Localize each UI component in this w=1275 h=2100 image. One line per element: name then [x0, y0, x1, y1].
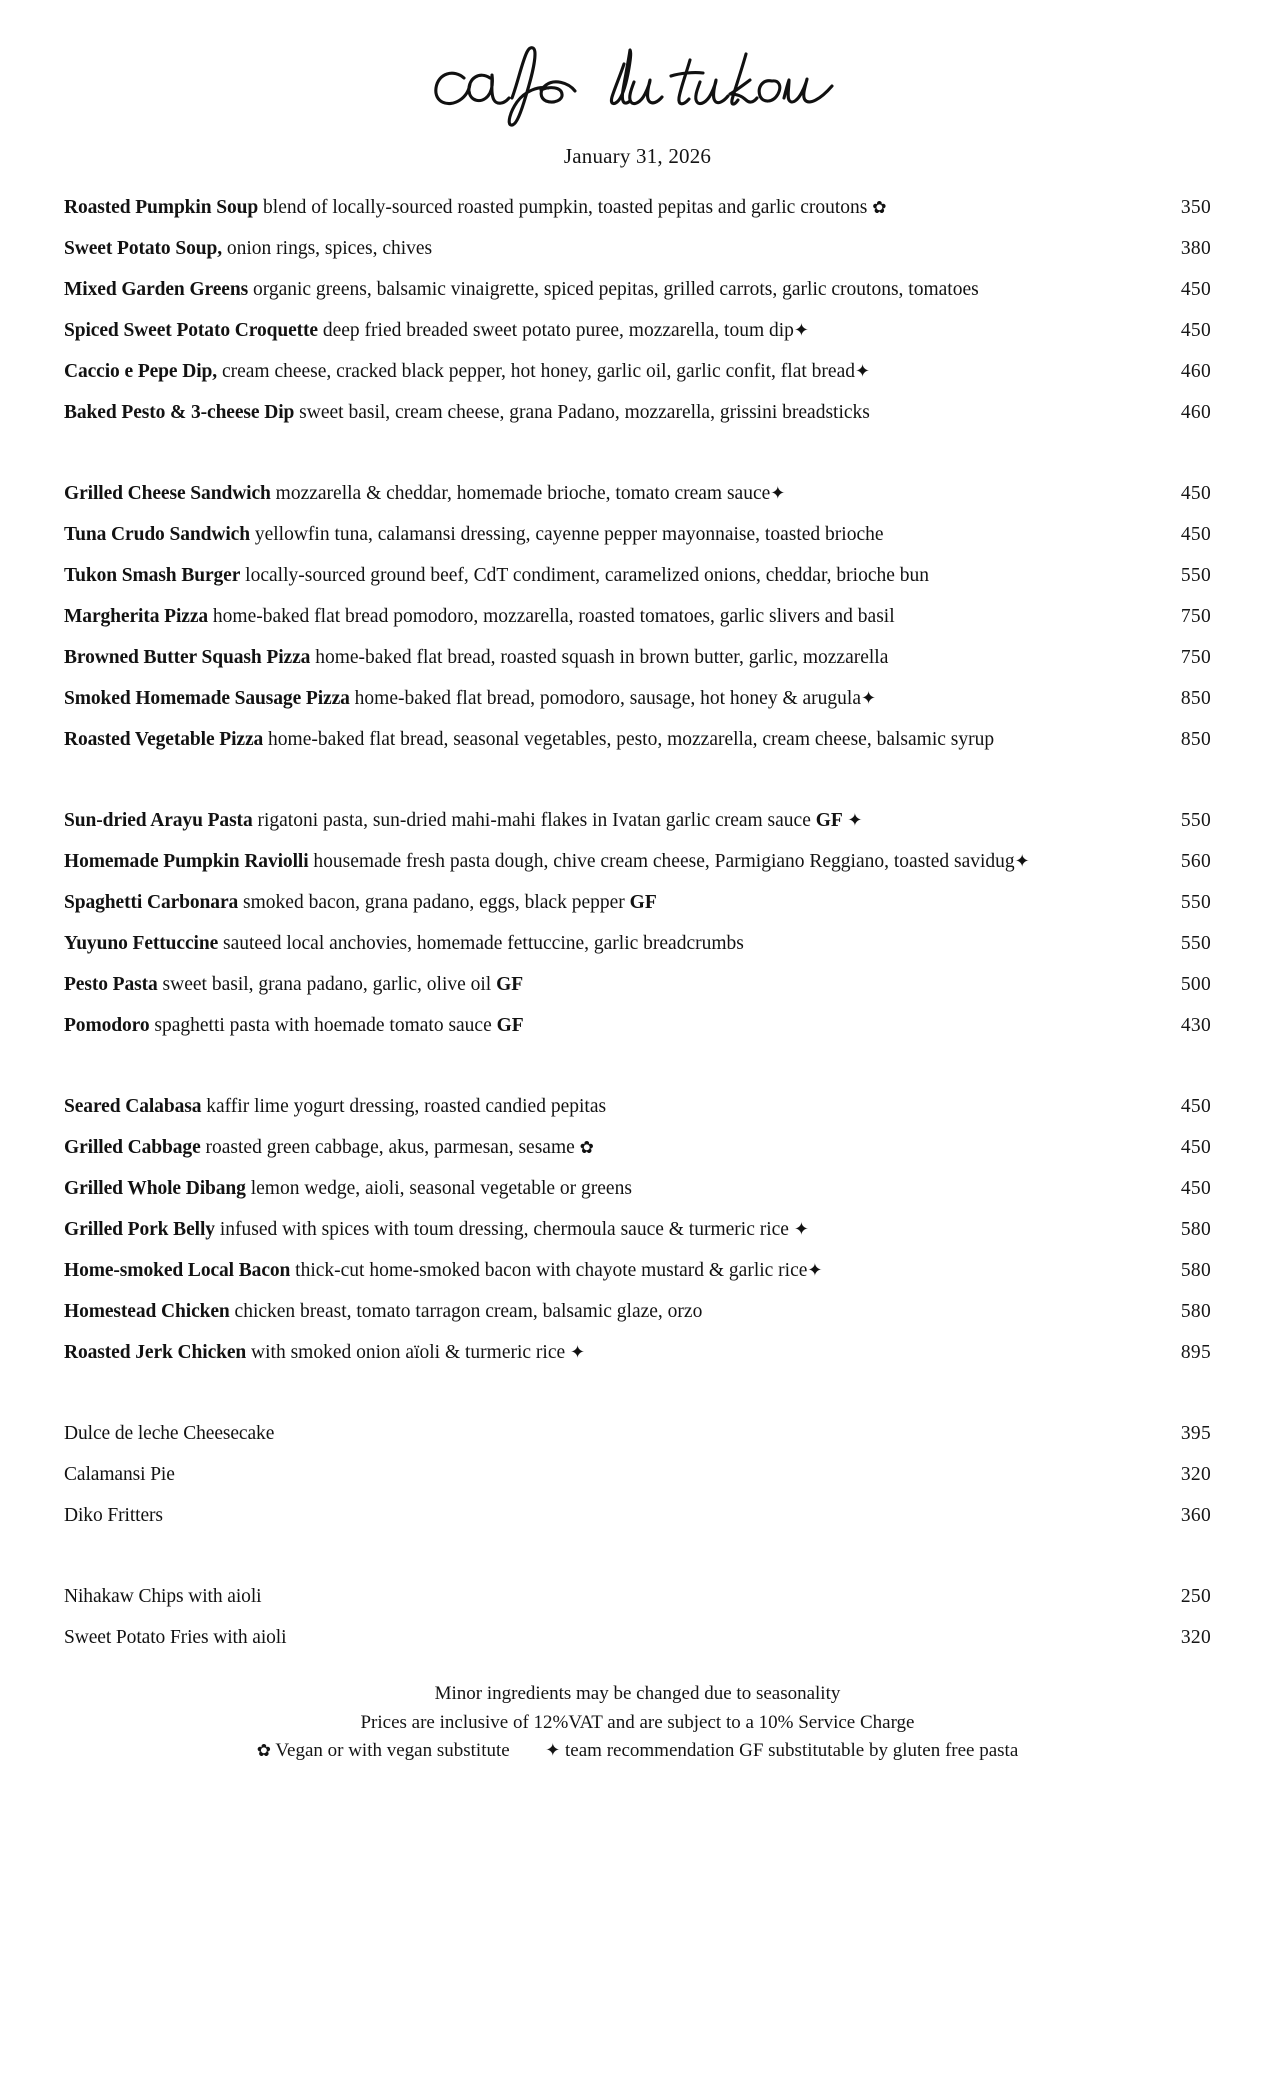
menu-item-row [64, 351, 1211, 392]
menu-item-name: Yuyuno Fettuccine [64, 933, 219, 954]
menu-item-price: 580 [1180, 1260, 1211, 1281]
vegan-flower-icon: ✿ [256, 1741, 271, 1760]
menu-item-text [64, 319, 1141, 342]
section-divider-space [64, 1046, 1211, 1086]
menu-item-price: 550 [1180, 933, 1211, 954]
menu-item-text [64, 973, 1141, 996]
menu-item-price: 550 [1180, 892, 1211, 913]
menu-item-price: 320 [1180, 1627, 1211, 1648]
menu-item-row [64, 1495, 1211, 1536]
menu-item-text [64, 1341, 1141, 1364]
menu-item-description: organic greens, balsamic vinaigrette, spiced pepitas, grilled carrots, garlic croutons, tomatoes [248, 279, 979, 300]
menu-item-price: 550 [1180, 565, 1211, 586]
menu-item-name: Grilled Cheese Sandwich [64, 483, 271, 504]
section-divider-space [64, 1536, 1211, 1576]
recommendation-star-icon: ✦ [793, 320, 810, 340]
menu-item-description: housemade fresh pasta dough, chive cream cheese, Parmigiano Reggiano, toasted savidug [308, 851, 1015, 872]
menu-date: January 31, 2026 [563, 144, 712, 168]
menu-item-description: sweet basil, grana padano, garlic, olive oil [157, 974, 497, 995]
menu-item-description: home-baked flat bread, roasted squash in brown butter, garlic, mozzarella [310, 647, 889, 668]
menu-item-description: with smoked onion aïoli & turmeric rice [246, 1342, 571, 1363]
menu-item-name: Grilled Pork Belly [64, 1219, 215, 1240]
cafe-du-tukon-script-logo [428, 42, 848, 128]
menu-item-row [64, 269, 1211, 310]
menu-item-name: Dulce de leche Cheesecake [64, 1423, 275, 1444]
menu-item-description: deep fried breaded sweet potato puree, mozzarella, toum dip [318, 320, 794, 341]
menu-item-row [64, 596, 1211, 637]
menu-section-mains [64, 1086, 1211, 1373]
menu-item-text [64, 1259, 1141, 1282]
menu-item-description: home-baked flat bread pomodoro, mozzarella, roasted tomatoes, garlic slivers and basil [208, 606, 895, 627]
menu-item-row [64, 1332, 1211, 1373]
menu-item-name: Grilled Cabbage [64, 1137, 201, 1158]
menu-item-name: Diko Fritters [64, 1505, 163, 1526]
menu-item-text [64, 523, 1141, 546]
menu-item-text [64, 850, 1141, 873]
menu-item-text [64, 646, 1141, 669]
menu-item-price: 895 [1180, 1342, 1211, 1363]
menu-item-text [64, 687, 1141, 710]
menu-item-row [64, 964, 1211, 1005]
menu-item-price: 550 [1180, 810, 1211, 831]
menu-item-text [64, 605, 1141, 628]
menu-item-price: 395 [1180, 1423, 1211, 1444]
menu-item-name: Caccio e Pepe Dip, [64, 361, 218, 382]
menu-item-name: Tuna Crudo Sandwich [64, 524, 250, 545]
menu-item-text [64, 1218, 1141, 1241]
menu-item-row [64, 1086, 1211, 1127]
section-divider-space [64, 433, 1211, 473]
menu-item-price: 750 [1180, 647, 1211, 668]
menu-item-name: Homemade Pumpkin Raviolli [64, 851, 309, 872]
menu-item-price: 750 [1180, 606, 1211, 627]
menu-item-row [64, 310, 1211, 351]
menu-item-name: Mixed Garden Greens [64, 279, 249, 300]
menu-item-name: Margherita Pizza [64, 606, 209, 627]
section-divider-space [64, 1373, 1211, 1413]
menu-item-price: 500 [1180, 974, 1211, 995]
gluten-free-badge: GF [496, 974, 524, 995]
menu-item-text [64, 1136, 1141, 1159]
menu-item-row [64, 187, 1211, 228]
menu-item-text [64, 1177, 1141, 1200]
menu-item-row [64, 392, 1211, 433]
menu-item-text [64, 891, 1141, 914]
footer-legend [64, 1737, 1211, 1766]
menu-item-description: blend of locally-sourced roasted pumpkin, toasted pepitas and garlic croutons [258, 197, 873, 218]
gluten-free-badge: GF [496, 1015, 524, 1036]
vegan-flower-icon: ✿ [872, 198, 887, 217]
menu-item-row [64, 800, 1211, 841]
menu-item-row [64, 555, 1211, 596]
menu-item-description: cream cheese, cracked black pepper, hot honey, garlic oil, garlic confit, flat bread [217, 361, 855, 382]
legend-vegan-label: Vegan or with vegan substitute [275, 1740, 510, 1761]
menu-item-price: 450 [1180, 524, 1211, 545]
menu-item-row [64, 882, 1211, 923]
menu-item-name: Calamansi Pie [64, 1464, 175, 1485]
menu-sections [64, 187, 1211, 1658]
menu-item-name: Roasted Pumpkin Soup [64, 197, 259, 218]
menu-item-description: home-baked flat bread, pomodoro, sausage, hot honey & arugula [349, 688, 861, 709]
menu-item-text [64, 1095, 1141, 1118]
menu-section-desserts [64, 1413, 1211, 1536]
recommendation-star-icon: ✦ [793, 1219, 809, 1239]
menu-item-row [64, 1617, 1211, 1658]
menu-item-text [64, 1585, 1141, 1608]
recommendation-star-icon: ✦ [1014, 851, 1030, 871]
menu-item-price: 320 [1180, 1464, 1211, 1485]
menu-item-text [64, 401, 1141, 424]
menu-item-name: Grilled Whole Dibang [64, 1178, 246, 1199]
recommendation-star-icon: ✦ [860, 688, 877, 708]
menu-item-price: 580 [1180, 1301, 1211, 1322]
menu-item-name: Sun-dried Arayu Pasta [64, 810, 253, 831]
menu-item-name: Home-smoked Local Bacon [64, 1260, 291, 1281]
menu-item-name: Roasted Jerk Chicken [64, 1342, 247, 1363]
menu-item-description: yellowfin tuna, calamansi dressing, cayenne pepper mayonnaise, toasted brioche [249, 524, 884, 545]
recommendation-star-icon: ✦ [570, 1342, 586, 1362]
menu-item-row [64, 1576, 1211, 1617]
menu-item-row [64, 1413, 1211, 1454]
menu-item-name: Nihakaw Chips with aioli [64, 1586, 262, 1607]
menu-item-name: Pomodoro [64, 1015, 150, 1036]
menu-item-price: 460 [1180, 361, 1211, 382]
menu-item-description: rigatoni pasta, sun-dried mahi-mahi flakes in Ivatan garlic cream sauce [252, 810, 816, 831]
footer-vat-note: Prices are inclusive of 12%VAT and are subject to a 10% Service Charge [360, 1711, 915, 1733]
menu-item-description: smoked bacon, grana padano, eggs, black pepper [238, 892, 630, 913]
vegan-flower-icon: ✿ [579, 1138, 594, 1157]
menu-item-text [64, 196, 1141, 219]
menu-item-text [64, 278, 1141, 301]
menu-item-text [64, 482, 1141, 505]
menu-item-price: 350 [1180, 197, 1211, 218]
menu-item-row [64, 1291, 1211, 1332]
menu-item-price: 360 [1180, 1505, 1211, 1526]
menu-item-row [64, 1127, 1211, 1168]
menu-item-row [64, 923, 1211, 964]
menu-item-price: 450 [1180, 279, 1211, 300]
menu-item-price: 450 [1180, 483, 1211, 504]
menu-item-text [64, 932, 1141, 955]
section-divider-space [64, 760, 1211, 800]
gluten-free-badge: GF [815, 810, 843, 831]
menu-item-price: 450 [1180, 1137, 1211, 1158]
menu-item-description: thick-cut home-smoked bacon with chayote mustard & garlic rice [290, 1260, 808, 1281]
menu-item-price: 560 [1180, 851, 1211, 872]
menu-item-text [64, 1626, 1141, 1649]
menu-item-description: locally-sourced ground beef, CdT condiment, caramelized onions, cheddar, brioche bun [240, 565, 930, 586]
menu-item-description: home-baked flat bread, seasonal vegetables, pesto, mozzarella, cream cheese, balsamic syrup [263, 729, 995, 750]
menu-item-text [64, 1463, 1141, 1486]
menu-section-pasta [64, 800, 1211, 1046]
menu-item-name: Sweet Potato Soup, [64, 238, 222, 259]
menu-item-text [64, 728, 1141, 751]
menu-item-name: Sweet Potato Fries with aioli [64, 1627, 287, 1648]
menu-item-text [64, 809, 1141, 832]
menu-item-price: 850 [1180, 729, 1211, 750]
menu-item-description: lemon wedge, aioli, seasonal vegetable or greens [245, 1178, 632, 1199]
legend-recommendation-label: team recommendation GF substitutable by gluten free pasta [565, 1740, 1019, 1761]
menu-item-row [64, 1454, 1211, 1495]
menu-item-name: Baked Pesto & 3-cheese Dip [64, 402, 295, 423]
menu-item-row [64, 1250, 1211, 1291]
menu-item-description: infused with spices with toum dressing, chermoula sauce & turmeric rice [214, 1219, 794, 1240]
gluten-free-badge: GF [629, 892, 657, 913]
restaurant-logo [64, 0, 1211, 138]
menu-item-name: Homestead Chicken [64, 1301, 230, 1322]
menu-item-description: spaghetti pasta with hoemade tomato sauce [149, 1015, 497, 1036]
menu-item-text [64, 1422, 1141, 1445]
menu-item-name: Spiced Sweet Potato Croquette [64, 320, 318, 341]
menu-item-name: Seared Calabasa [64, 1096, 202, 1117]
menu-item-name: Spaghetti Carbonara [64, 892, 239, 913]
menu-item-description: sauteed local anchovies, homemade fettuccine, garlic breadcrumbs [218, 933, 744, 954]
menu-item-description: roasted green cabbage, akus, parmesan, sesame [200, 1137, 580, 1158]
menu-item-text [64, 360, 1141, 383]
menu-section-starters-soups-salads [64, 187, 1211, 433]
menu-item-description: sweet basil, cream cheese, grana Padano, mozzarella, grissini breadsticks [294, 402, 870, 423]
menu-item-text [64, 564, 1141, 587]
menu-item-description: chicken breast, tomato tarragon cream, balsamic glaze, orzo [229, 1301, 703, 1322]
menu-item-row [64, 637, 1211, 678]
menu-item-row [64, 1005, 1211, 1046]
menu-item-name: Browned Butter Squash Pizza [64, 647, 311, 668]
menu-item-name: Roasted Vegetable Pizza [64, 729, 264, 750]
menu-item-price: 580 [1180, 1219, 1211, 1240]
recommendation-star-icon: ✦ [807, 1260, 823, 1280]
menu-item-price: 850 [1180, 688, 1211, 709]
menu-item-description: kaffir lime yogurt dressing, roasted candied pepitas [201, 1096, 607, 1117]
menu-item-row [64, 841, 1211, 882]
menu-item-price: 380 [1180, 238, 1211, 259]
menu-item-description: onion rings, spices, chives [222, 238, 433, 259]
recommendation-star-icon: ✦ [770, 483, 786, 503]
menu-item-row [64, 228, 1211, 269]
menu-footer [64, 1680, 1211, 1766]
recommendation-star-icon: ✦ [842, 810, 863, 830]
menu-section-sides [64, 1576, 1211, 1658]
menu-item-name: Pesto Pasta [64, 974, 158, 995]
menu-item-price: 450 [1180, 320, 1211, 341]
menu-item-text [64, 1504, 1141, 1527]
menu-item-row [64, 719, 1211, 760]
menu-item-description: mozzarella & cheddar, homemade brioche, tomato cream sauce [270, 483, 771, 504]
menu-item-row [64, 1209, 1211, 1250]
menu-item-price: 450 [1180, 1096, 1211, 1117]
menu-item-row [64, 1168, 1211, 1209]
menu-item-text [64, 237, 1141, 260]
menu-section-sandwiches-and-pizza [64, 473, 1211, 760]
menu-item-name: Smoked Homemade Sausage Pizza [64, 688, 350, 709]
menu-item-text [64, 1014, 1141, 1037]
menu-item-price: 250 [1180, 1586, 1211, 1607]
recommendation-star-icon: ✦ [545, 1740, 561, 1760]
menu-item-row [64, 514, 1211, 555]
footer-seasonality-note: Minor ingredients may be changed due to seasonality [434, 1683, 841, 1704]
menu-item-price: 430 [1180, 1015, 1211, 1036]
menu-item-price: 450 [1180, 1178, 1211, 1199]
recommendation-star-icon: ✦ [854, 361, 871, 381]
menu-item-text [64, 1300, 1141, 1323]
menu-item-name: Tukon Smash Burger [64, 565, 241, 586]
menu-item-price: 460 [1180, 402, 1211, 423]
menu-item-row [64, 678, 1211, 719]
menu-item-row [64, 473, 1211, 514]
